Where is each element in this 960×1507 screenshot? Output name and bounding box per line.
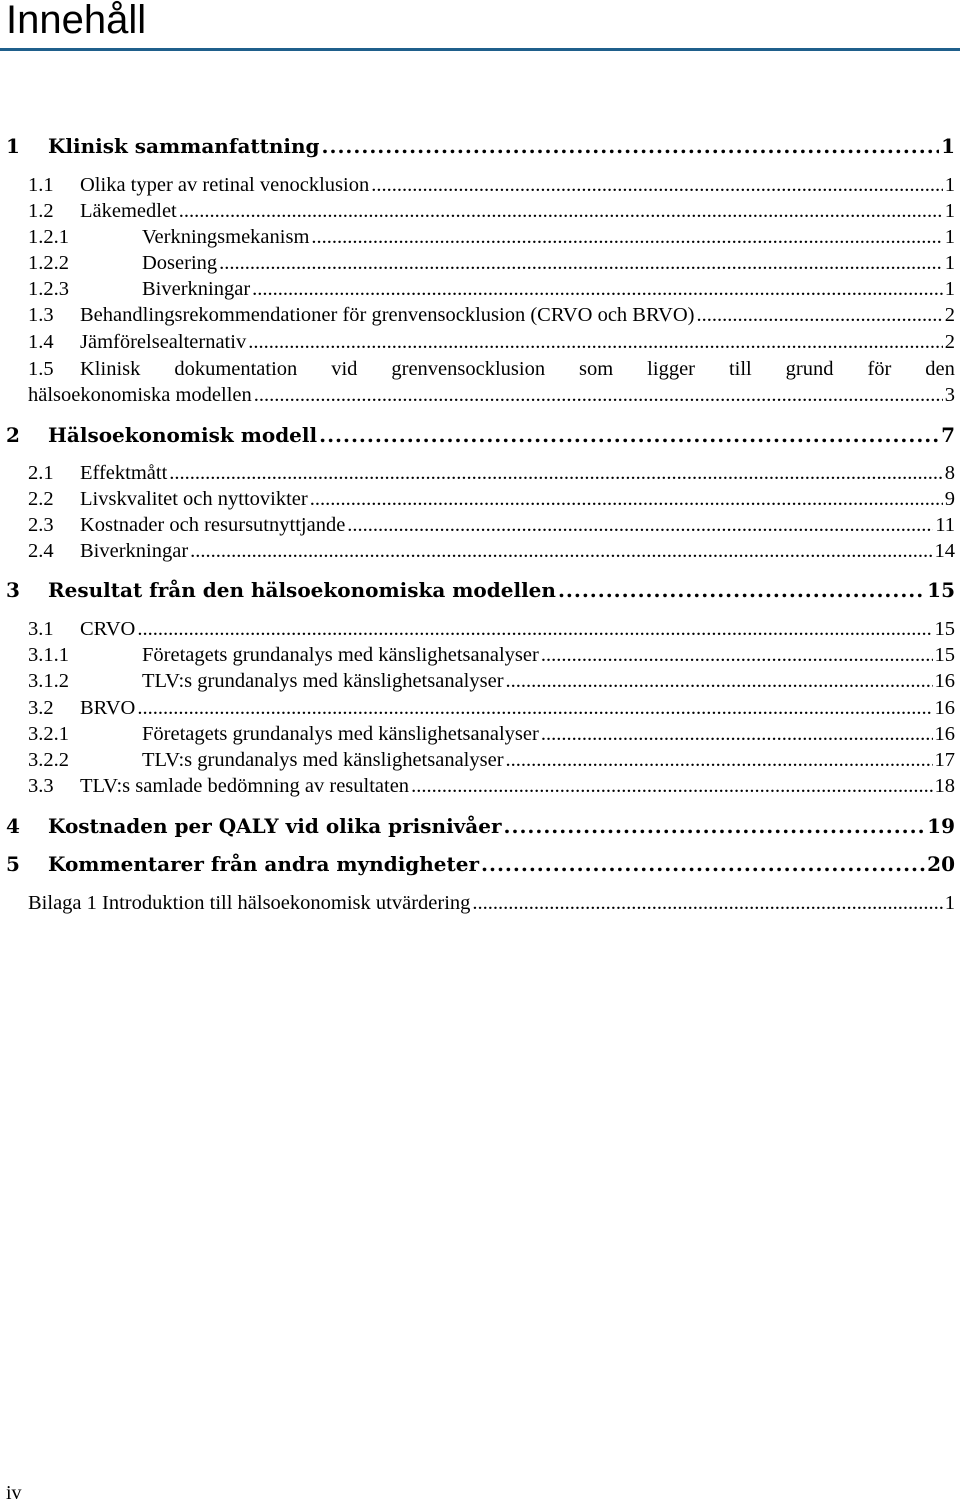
toc-title: Bilaga 1 Introduktion till hälsoekonomisk utvärdering (28, 892, 471, 914)
toc-title: Hälsoekonomisk modell (48, 423, 318, 447)
toc-number: 3.1.1 (28, 644, 69, 666)
toc-number: 2.2 (28, 488, 54, 510)
toc-page: 11 (935, 514, 955, 536)
toc-leader (137, 616, 932, 642)
toc-title: Klinisk sammanfattning (48, 134, 320, 158)
toc-entry-3-1[interactable] (0, 616, 955, 642)
toc-title-word: Klinisk (80, 358, 141, 380)
page-title: Innehåll (6, 0, 147, 42)
toc-leader (252, 276, 943, 302)
toc-title: CRVO (80, 618, 136, 640)
page-number: iv (6, 1482, 22, 1504)
toc-title: TLV:s grundanalys med känslighetsanalyser (142, 749, 504, 771)
toc-page: 1 (941, 134, 955, 158)
toc-title-word: grenvensocklusion (391, 358, 546, 380)
toc-title: Resultat från den hälsoekonomiska modellen (48, 578, 556, 602)
toc-page: 1 (944, 252, 955, 274)
toc-number: 1 (6, 134, 20, 158)
toc-page: 16 (934, 670, 955, 692)
toc-leader (310, 486, 943, 512)
toc-page: 1 (944, 200, 955, 222)
toc-entry-3-1-1[interactable] (0, 642, 955, 668)
toc-entry-2-4[interactable] (0, 538, 955, 564)
toc-title: Kostnaden per QALY vid olika prisnivåer (48, 814, 502, 838)
toc-page: 16 (934, 723, 955, 745)
toc-leader (506, 747, 933, 773)
toc-number: 5 (6, 852, 20, 876)
toc-title-word: till (728, 358, 752, 380)
toc-number: 2 (6, 423, 20, 447)
toc-number: 1.2.2 (28, 252, 69, 274)
toc-leader (558, 577, 925, 603)
toc-leader (322, 133, 940, 159)
toc-number: 4 (6, 814, 20, 838)
toc-page: 1 (944, 226, 955, 248)
toc-number: 3 (6, 578, 20, 602)
toc-title: Kommentarer från andra myndigheter (48, 852, 480, 876)
toc-title-word: vid (331, 358, 358, 380)
toc-number: 1.4 (28, 331, 54, 353)
toc-entry-bilaga-1[interactable] (0, 890, 955, 916)
toc-leader (504, 813, 926, 839)
toc-title-word: den (925, 358, 955, 380)
toc-leader (541, 721, 933, 747)
toc-entry-3-2-2[interactable] (0, 747, 955, 773)
toc-number: 3.1 (28, 618, 54, 640)
toc-leader (411, 773, 932, 799)
toc-title: Livskvalitet och nyttovikter (80, 488, 308, 510)
toc-entry-1-4[interactable] (0, 329, 955, 355)
toc-entry-3[interactable] (0, 577, 955, 603)
toc-entry-1[interactable] (0, 133, 955, 159)
toc-number: 3.2.2 (28, 749, 69, 771)
toc-page: 2 (944, 331, 955, 353)
toc-leader (190, 538, 932, 564)
toc-number: 3.2.1 (28, 723, 69, 745)
toc-title: Effektmått (80, 462, 168, 484)
toc-page: 1 (944, 278, 955, 300)
toc-page: 16 (934, 697, 955, 719)
toc-title: Verkningsmekanism (142, 226, 310, 248)
toc-title: Behandlingsrekommendationer för grenvensocklusion (CRVO och BRVO) (80, 304, 695, 326)
toc-leader (481, 851, 925, 877)
toc-title-continued: hälsoekonomiska modellen (28, 384, 252, 406)
toc-number: 3.3 (28, 775, 54, 797)
toc-leader (254, 382, 943, 408)
toc-number: 1.2 (28, 200, 54, 222)
toc-entry-1-2-2[interactable] (0, 250, 955, 276)
toc-entry-1-3[interactable] (0, 302, 955, 328)
toc-page: 7 (941, 423, 955, 447)
toc-entry-2-3[interactable] (0, 512, 955, 538)
toc-page: 14 (934, 540, 955, 562)
toc-page: 15 (934, 618, 955, 640)
toc-title: Biverkningar (142, 278, 251, 300)
toc-leader (347, 512, 933, 538)
toc-entry-2-1[interactable] (0, 460, 955, 486)
toc-entry-3-2-1[interactable] (0, 721, 955, 747)
toc-entry-1-2[interactable] (0, 198, 955, 224)
toc-title-word: ligger (647, 358, 695, 380)
toc-title-word: för (867, 358, 892, 380)
toc-entry-4[interactable] (0, 813, 955, 839)
toc-page: 1 (944, 174, 955, 196)
toc-leader (137, 695, 932, 721)
toc-page: 3 (944, 384, 955, 406)
toc-entry-1-2-1[interactable] (0, 224, 955, 250)
toc-entry-3-3[interactable] (0, 773, 955, 799)
toc-entry-2[interactable] (0, 422, 955, 448)
toc-entry-1-1[interactable] (0, 172, 955, 198)
toc-leader (169, 460, 942, 486)
toc-entry-1-2-3[interactable] (0, 276, 955, 302)
toc-page: 17 (934, 749, 955, 771)
toc-number: 2.1 (28, 462, 54, 484)
toc-leader (248, 329, 943, 355)
toc-page: 15 (934, 644, 955, 666)
heading-divider (0, 48, 960, 51)
toc-title: Dosering (142, 252, 218, 274)
toc-page: 18 (934, 775, 955, 797)
toc-page: 1 (944, 892, 955, 914)
toc-page: 19 (927, 814, 955, 838)
toc-title: BRVO (80, 697, 136, 719)
toc-title: Jämförelsealternativ (80, 331, 247, 353)
toc-title: TLV:s samlade bedömning av resultaten (80, 775, 410, 797)
toc-title: Företagets grundanalys med känslighetsanalyser (142, 644, 539, 666)
toc-number: 3.1.2 (28, 670, 69, 692)
toc-entry-3-1-2[interactable] (0, 668, 955, 694)
toc-page: 20 (927, 852, 955, 876)
toc-title: Biverkningar (80, 540, 189, 562)
toc-title: Företagets grundanalys med känslighetsanalyser (142, 723, 539, 745)
toc-entry-2-2[interactable] (0, 486, 955, 512)
toc-leader (311, 224, 942, 250)
toc-entry-5[interactable] (0, 851, 955, 877)
toc-title-word: grund (785, 358, 834, 380)
toc-number: 1.5 (28, 358, 54, 380)
toc-number: 1.2.3 (28, 278, 69, 300)
toc-title (80, 356, 955, 382)
toc-page: 8 (944, 462, 955, 484)
toc-number: 2.4 (28, 540, 54, 562)
toc-number: 3.2 (28, 697, 54, 719)
toc-page: 9 (944, 488, 955, 510)
toc-leader (506, 668, 933, 694)
toc-number: 1.1 (28, 174, 54, 196)
toc-number: 1.3 (28, 304, 54, 326)
toc-leader (541, 642, 933, 668)
toc-leader (472, 890, 942, 916)
toc-page: 2 (944, 304, 955, 326)
toc-leader (371, 172, 943, 198)
toc-leader (696, 302, 942, 328)
toc-entry-3-2[interactable] (0, 695, 955, 721)
toc-leader (219, 250, 943, 276)
toc-leader (179, 198, 943, 224)
toc-number: 1.2.1 (28, 226, 69, 248)
toc-leader (319, 422, 939, 448)
toc-title-word: dokumentation (174, 358, 298, 380)
toc-title: Olika typer av retinal venocklusion (80, 174, 370, 196)
toc-title: Läkemedlet (80, 200, 177, 222)
toc-title: Kostnader och resursutnyttjande (80, 514, 346, 536)
toc-title-word: som (579, 358, 614, 380)
toc-page: 15 (927, 578, 955, 602)
toc-entry-1-5[interactable] (0, 356, 955, 408)
toc-number: 2.3 (28, 514, 54, 536)
toc-title: TLV:s grundanalys med känslighetsanalyser (142, 670, 504, 692)
